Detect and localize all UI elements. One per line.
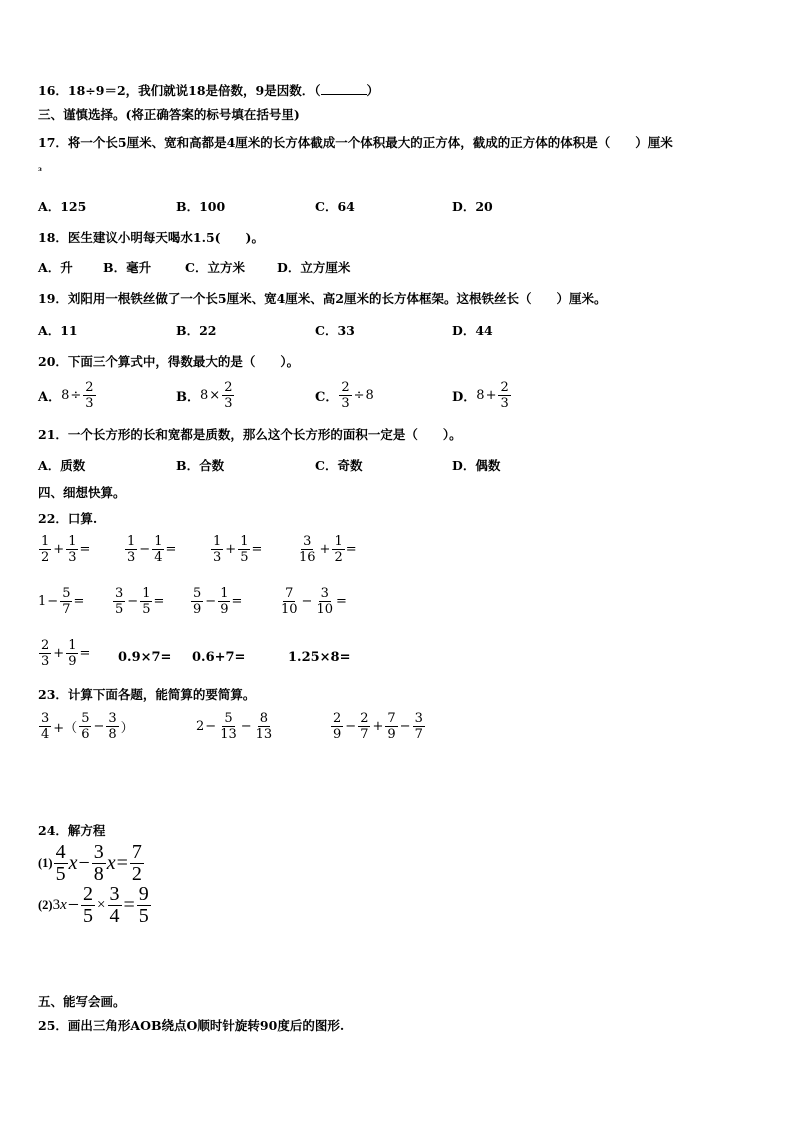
operator: ÷ <box>70 388 82 403</box>
q19-option-c[interactable]: C．33 <box>315 323 355 338</box>
answer-blank[interactable] <box>321 82 367 95</box>
option-label: D． <box>452 390 477 405</box>
question-17-unit: ³ <box>38 167 42 177</box>
q21-option-a[interactable]: A．质数 <box>38 458 86 473</box>
q17-option-c[interactable]: C．64 <box>315 199 355 214</box>
q20-option-d[interactable] <box>452 380 512 411</box>
oral-calc-8: 7 10 − $\frac{3}{10}$ = <box>281 586 347 617</box>
question-21: 21．一个长方形的长和宽都是质数，那么这个长方形的面积一定是（ ）。 <box>38 427 462 442</box>
question-25: 25．画出三角形AOB绕点O顺时针旋转90度后的图形. <box>38 1018 345 1033</box>
oral-calc-2: 1 3 − $\frac{1}{4}$ = <box>127 534 177 565</box>
question-19: 19．刘阳用一根铁丝做了一个长5厘米、宽4厘米、高2厘米的长方体框架。这根铁丝长（ ）厘米。 <box>38 291 607 306</box>
equation-2: (2) 3x − $\frac{2}{5}$ × $\frac{3}{4}$ = $\frac{9}{5}$ <box>38 883 149 927</box>
q16-close: ） <box>366 83 380 98</box>
operator: + <box>485 388 497 403</box>
oral-calc-9: 2 3 + $\frac{1}{9}$ = <box>41 638 91 669</box>
q17-option-b[interactable]: B．100 <box>176 199 226 214</box>
section-3-heading: 三、谨慎选择。(将正确答案的标号填在括号里) <box>38 107 300 122</box>
equation-1: (1) 4 5 x − $\frac{3}{8}$ x = $\frac{7}{2}$ <box>38 841 142 885</box>
q20-option-b[interactable] <box>176 380 235 411</box>
option-label: B． <box>176 390 200 405</box>
operator: ÷ <box>353 388 365 403</box>
question-24: 24．解方程 <box>38 823 106 838</box>
oral-calc-10: 0.9×7= <box>118 650 172 665</box>
q20-option-c[interactable] <box>315 380 374 411</box>
whole-number: 8 <box>200 388 209 403</box>
option-label: A． <box>38 390 62 405</box>
whole-number: 8 <box>365 388 374 403</box>
section-5-heading: 五、能写会画。 <box>38 994 126 1009</box>
question-18: 18．医生建议小明每天喝水1.5( )。 <box>38 230 264 245</box>
fraction: $\frac{2}{3}$ <box>500 380 509 411</box>
fraction: $\frac{2}{3}$ <box>224 380 233 411</box>
section-4-heading: 四、细想快算。 <box>38 485 126 500</box>
q19-option-d[interactable]: D．44 <box>452 323 493 338</box>
whole-number: 8 <box>476 388 485 403</box>
oral-calc-3: 1 3 + $\frac{1}{5}$ = <box>213 534 263 565</box>
oral-calc-1: 1 2 + $\frac{1}{3}$ = <box>41 534 91 565</box>
q21-option-d[interactable]: D．偶数 <box>452 458 501 473</box>
oral-calc-12: 1.25×8= <box>288 650 351 665</box>
q17-option-a[interactable]: A．125 <box>38 199 87 214</box>
question-16 <box>38 82 379 100</box>
fraction: $\frac{2}{3}$ <box>341 380 350 411</box>
q20-option-a[interactable] <box>38 380 97 411</box>
q17-option-d[interactable]: D．20 <box>452 199 493 214</box>
q21-option-c[interactable]: C．奇数 <box>315 458 363 473</box>
question-17: 17．将一个长5厘米、宽和高都是4厘米的长方体截成一个体积最大的正方体，截成的正方体的体积是（ ）厘米 <box>38 135 673 150</box>
q18-option-d[interactable]: D．立方厘米 <box>277 260 351 275</box>
question-23: 23．计算下面各题，能简算的要简算。 <box>38 687 256 702</box>
oral-calc-5: 1 − $\frac{5}{7}$ = <box>38 586 85 617</box>
oral-calc-7: 5 9 − $\frac{1}{9}$ = <box>193 586 243 617</box>
whole-number: 8 <box>61 388 70 403</box>
calc-expression-3: 2 9 − $\frac{2}{7}$ + $\frac{7}{9}$ − $\frac{3}{7}$ <box>333 711 423 742</box>
q18-option-a[interactable]: A．升 <box>38 260 73 275</box>
question-22: 22．口算. <box>38 511 98 526</box>
oral-calc-11: 0.6+7= <box>192 650 246 665</box>
question-20: 20．下面三个算式中，得数最大的是（ ）。 <box>38 354 300 369</box>
q19-option-b[interactable]: B．22 <box>176 323 217 338</box>
calc-expression-2: 2 − $\frac{5}{13}$ − $\frac{8}{13}$ <box>196 711 273 742</box>
oral-calc-6: 3 5 − $\frac{1}{5}$ = <box>115 586 165 617</box>
q21-option-b[interactable]: B．合数 <box>176 458 225 473</box>
q16-text: 16．18÷9＝2，我们就说18是倍数，9是因数．（ <box>38 83 321 98</box>
calc-expression-1: 3 4 +（ 5 6 − $\frac{3}{8}$ ） <box>41 711 134 742</box>
oral-calc-4: 3 16 + $\frac{1}{2}$ = <box>299 534 357 565</box>
q19-option-a[interactable]: A．11 <box>38 323 78 338</box>
option-label: C． <box>315 390 339 405</box>
q18-option-c[interactable]: C．立方米 <box>185 260 245 275</box>
fraction: $\frac{2}{3}$ <box>85 380 94 411</box>
q18-option-b[interactable]: B．毫升 <box>103 260 152 275</box>
operator: × <box>209 388 221 403</box>
